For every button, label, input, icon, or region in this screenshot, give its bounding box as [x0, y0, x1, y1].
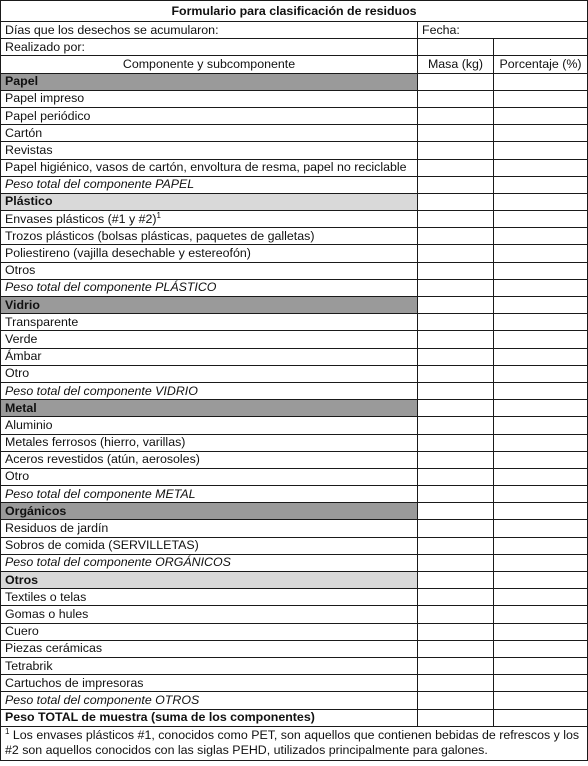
subtotal-label-text: Peso total del componente PAPEL: [5, 177, 195, 192]
made-by-cell-mass[interactable]: [418, 39, 494, 56]
item-label-text: Revistas: [5, 142, 53, 157]
percent-cell[interactable]: [494, 193, 588, 210]
item-label-text: Envases plásticos (#1 y #2): [5, 211, 157, 226]
made-by-row: [1, 39, 588, 56]
mass-cell[interactable]: [418, 520, 494, 537]
mass-header: Masa (kg): [418, 56, 494, 73]
mass-cell[interactable]: [418, 434, 494, 451]
item-label-text: Papel higiénico, vasos de cartón, envoltura de resma, papel no reciclable: [5, 160, 407, 175]
mass-cell[interactable]: [418, 211, 494, 228]
section-header-row: [1, 503, 588, 520]
percent-cell[interactable]: [494, 245, 588, 262]
days-label: Días que los desechos se acumularon:: [1, 22, 418, 39]
percent-cell[interactable]: [494, 73, 588, 90]
section-header-row: [1, 572, 588, 589]
subtotal-row: [1, 382, 588, 399]
mass-cell[interactable]: [418, 709, 494, 726]
item-label: [1, 606, 418, 623]
percent-cell[interactable]: [494, 125, 588, 142]
mass-cell[interactable]: [418, 486, 494, 503]
column-header-row: [1, 56, 588, 73]
item-label-text: Otro: [5, 469, 30, 484]
item-row: [1, 675, 588, 692]
footnote: [1, 726, 588, 760]
mass-cell[interactable]: [418, 675, 494, 692]
item-label: [1, 417, 418, 434]
mass-cell[interactable]: [418, 90, 494, 107]
mass-cell[interactable]: [418, 657, 494, 674]
component-header: Componente y subcomponente: [1, 56, 418, 73]
percent-cell[interactable]: [494, 159, 588, 176]
mass-cell[interactable]: [418, 314, 494, 331]
percent-cell[interactable]: [494, 434, 588, 451]
mass-cell[interactable]: [418, 451, 494, 468]
section-header-row: [1, 297, 588, 314]
section-title-text: Otros: [5, 572, 39, 587]
item-row: [1, 314, 588, 331]
item-label: [1, 657, 418, 674]
mass-cell[interactable]: [418, 572, 494, 589]
percent-cell[interactable]: [494, 314, 588, 331]
section-title-text: Papel: [5, 74, 39, 89]
section-title: [1, 297, 418, 314]
percent-cell[interactable]: [494, 382, 588, 399]
percent-cell[interactable]: [494, 537, 588, 554]
mass-cell[interactable]: [418, 640, 494, 657]
item-label-text: Aceros revestidos (atún, aerosoles): [5, 452, 200, 467]
subtotal-row: [1, 279, 588, 296]
item-label-text: Metales ferrosos (hierro, varillas): [5, 435, 186, 450]
item-label-text: Poliestireno (vajilla desechable y estereofón): [5, 246, 251, 261]
footnote-text: Los envases plásticos #1, conocidos como PET, son aquellos que contienen bebidas de refrescos y los #2 son aquellos conocidos con las siglas PEHD, utilizados principalmente para galones.: [5, 727, 580, 757]
item-row: [1, 657, 588, 674]
item-row: [1, 606, 588, 623]
subtotal-label: [1, 176, 418, 193]
item-row: [1, 589, 588, 606]
item-label: [1, 125, 418, 142]
item-label: [1, 623, 418, 640]
item-label: [1, 348, 418, 365]
item-label: [1, 675, 418, 692]
item-label-text: Aluminio: [5, 417, 53, 432]
section-title-text: Plástico: [5, 194, 53, 209]
percent-cell[interactable]: [494, 640, 588, 657]
item-row: [1, 262, 588, 279]
percent-cell[interactable]: [494, 211, 588, 228]
percent-cell[interactable]: [494, 572, 588, 589]
section-title: [1, 400, 418, 417]
item-label-text: Textiles o telas: [5, 589, 87, 604]
percent-cell[interactable]: [494, 486, 588, 503]
item-label-text: Trozos plásticos (bolsas plásticas, paquetes de galletas): [5, 228, 315, 243]
item-row: [1, 537, 588, 554]
item-label: [1, 451, 418, 468]
item-row: [1, 468, 588, 485]
subtotal-row: [1, 692, 588, 709]
title-row: [1, 1, 588, 22]
percent-cell[interactable]: [494, 503, 588, 520]
section-title-text: Vidrio: [5, 297, 40, 312]
mass-cell[interactable]: [418, 623, 494, 640]
item-row: [1, 245, 588, 262]
mass-cell[interactable]: [418, 279, 494, 296]
section-title: [1, 572, 418, 589]
item-label: [1, 245, 418, 262]
mass-cell[interactable]: [418, 348, 494, 365]
percent-cell[interactable]: [494, 348, 588, 365]
mass-cell[interactable]: [418, 400, 494, 417]
item-label: [1, 228, 418, 245]
item-row: [1, 348, 588, 365]
item-label: [1, 107, 418, 124]
mass-cell[interactable]: [418, 228, 494, 245]
item-label: [1, 537, 418, 554]
item-label-text: Sobros de comida (SERVILLETAS): [5, 538, 199, 553]
percent-cell[interactable]: [494, 606, 588, 623]
percent-cell[interactable]: [494, 468, 588, 485]
item-row: [1, 107, 588, 124]
percent-cell[interactable]: [494, 262, 588, 279]
percent-cell[interactable]: [494, 589, 588, 606]
section-title: [1, 503, 418, 520]
item-row: [1, 417, 588, 434]
mass-cell[interactable]: [418, 73, 494, 90]
item-label: [1, 640, 418, 657]
subtotal-label: [1, 279, 418, 296]
mass-cell[interactable]: [418, 331, 494, 348]
item-row: [1, 142, 588, 159]
percent-cell[interactable]: [494, 417, 588, 434]
subtotal-label: [1, 382, 418, 399]
percent-cell[interactable]: [494, 675, 588, 692]
section-header-row: [1, 400, 588, 417]
item-label-text: Ámbar: [5, 349, 42, 364]
mass-cell[interactable]: [418, 125, 494, 142]
item-label: [1, 589, 418, 606]
mass-cell[interactable]: [418, 554, 494, 571]
percent-cell[interactable]: [494, 657, 588, 674]
subtotal-label-text: Peso total del componente VIDRIO: [5, 383, 198, 398]
item-label: [1, 314, 418, 331]
subtotal-label: [1, 486, 418, 503]
subtotal-label-text: Peso total del componente OTROS: [5, 692, 200, 707]
percent-cell[interactable]: [494, 297, 588, 314]
item-label: [1, 365, 418, 382]
mass-cell[interactable]: [418, 142, 494, 159]
subtotal-label: [1, 692, 418, 709]
percent-cell[interactable]: [494, 365, 588, 382]
percent-cell[interactable]: [494, 279, 588, 296]
percent-cell[interactable]: [494, 623, 588, 640]
grand-total-row: [1, 709, 588, 726]
item-label-text: Otros: [5, 263, 36, 278]
mass-cell[interactable]: [418, 382, 494, 399]
item-row: [1, 331, 588, 348]
item-label-text: Tetrabrik: [5, 658, 53, 673]
made-by-cell-percent[interactable]: [494, 39, 588, 56]
item-label-text: Transparente: [5, 314, 79, 329]
item-label-text: Verde: [5, 331, 38, 346]
item-row: [1, 90, 588, 107]
grand-total-label-text: Peso TOTAL de muestra (suma de los componentes): [5, 710, 315, 725]
percent-cell[interactable]: [494, 520, 588, 537]
subtotal-label-text: Peso total del componente METAL: [5, 486, 196, 501]
mass-cell[interactable]: [418, 503, 494, 520]
percent-cell[interactable]: [494, 451, 588, 468]
mass-cell[interactable]: [418, 107, 494, 124]
item-row: [1, 640, 588, 657]
section-header-row: [1, 193, 588, 210]
item-label: [1, 211, 418, 228]
mass-cell[interactable]: [418, 365, 494, 382]
footnote-row: [1, 726, 588, 760]
subtotal-label: [1, 554, 418, 571]
item-label-text: Piezas cerámicas: [5, 641, 103, 656]
mass-cell[interactable]: [418, 297, 494, 314]
subtotal-label-text: Peso total del componente ORGÁNICOS: [5, 555, 231, 570]
item-label-text: Residuos de jardín: [5, 521, 109, 536]
item-label-text: Papel impreso: [5, 91, 85, 106]
mass-cell[interactable]: [418, 537, 494, 554]
mass-cell[interactable]: [418, 176, 494, 193]
section-title-text: Orgánicos: [5, 503, 67, 518]
item-label-text: Cartuchos de impresoras: [5, 675, 144, 690]
percent-cell[interactable]: [494, 142, 588, 159]
form-title: Formulario para clasificación de residuos: [1, 1, 588, 22]
footnote-number: 1: [5, 726, 10, 736]
section-title-text: Metal: [5, 400, 37, 415]
item-label: [1, 331, 418, 348]
percent-cell[interactable]: [494, 692, 588, 709]
item-label-text: Otro: [5, 366, 30, 381]
mass-cell[interactable]: [418, 606, 494, 623]
grand-total-label: [1, 709, 418, 726]
item-label: [1, 468, 418, 485]
item-row: [1, 520, 588, 537]
item-label-text: Cuero: [5, 624, 39, 639]
item-row: [1, 159, 588, 176]
subtotal-row: [1, 486, 588, 503]
percent-cell[interactable]: [494, 554, 588, 571]
percent-cell[interactable]: [494, 709, 588, 726]
mass-cell[interactable]: [418, 589, 494, 606]
item-label: [1, 142, 418, 159]
made-by-label: Realizado por:: [1, 39, 418, 56]
percent-cell[interactable]: [494, 107, 588, 124]
subtotal-row: [1, 176, 588, 193]
item-row: [1, 228, 588, 245]
item-row: [1, 365, 588, 382]
item-label: [1, 434, 418, 451]
percent-cell[interactable]: [494, 176, 588, 193]
section-header-row: [1, 73, 588, 90]
mass-cell[interactable]: [418, 417, 494, 434]
item-label: [1, 90, 418, 107]
percent-cell[interactable]: [494, 400, 588, 417]
subtotal-row: [1, 554, 588, 571]
percent-cell[interactable]: [494, 331, 588, 348]
item-row: [1, 211, 588, 228]
percent-cell[interactable]: [494, 228, 588, 245]
item-label-text: Gomas o hules: [5, 606, 89, 621]
mass-cell[interactable]: [418, 262, 494, 279]
item-row: [1, 125, 588, 142]
item-row: [1, 434, 588, 451]
item-label: [1, 262, 418, 279]
percent-cell[interactable]: [494, 90, 588, 107]
percent-header: Porcentaje (%): [494, 56, 588, 73]
section-title: [1, 73, 418, 90]
mass-cell[interactable]: [418, 692, 494, 709]
days-row: [1, 22, 588, 39]
footnote-marker: 1: [156, 210, 161, 220]
item-label-text: Papel periódico: [5, 108, 91, 123]
item-label-text: Cartón: [5, 125, 43, 140]
mass-cell[interactable]: [418, 245, 494, 262]
mass-cell[interactable]: [418, 193, 494, 210]
item-label: [1, 520, 418, 537]
section-title: [1, 193, 418, 210]
subtotal-label-text: Peso total del componente PLÁSTICO: [5, 280, 217, 295]
item-row: [1, 623, 588, 640]
item-row: [1, 451, 588, 468]
mass-cell[interactable]: [418, 468, 494, 485]
mass-cell[interactable]: [418, 159, 494, 176]
date-label: Fecha:: [418, 22, 588, 39]
item-label: [1, 159, 418, 176]
